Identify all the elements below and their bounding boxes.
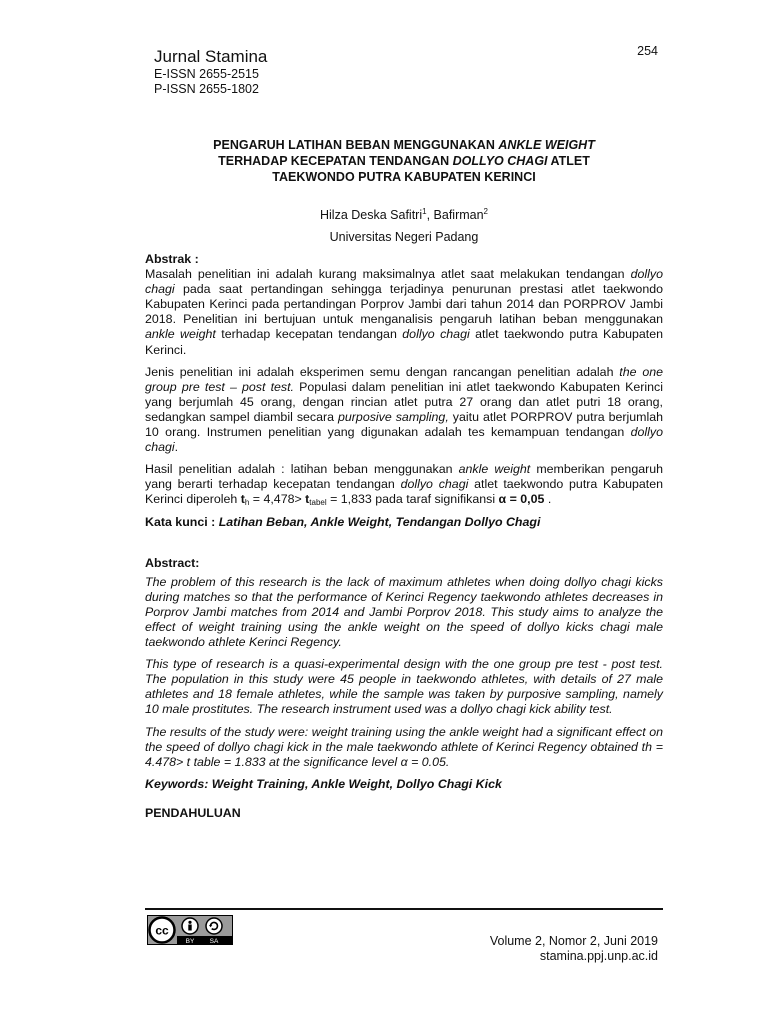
text-run-italic: dollyo chagi [402,327,470,342]
stat-ttabel-sub: tabel [309,498,327,508]
cc-text: cc [155,923,169,938]
text-run: yaitu atlet PORPROV putra berjumlah 10 orang. Instrumen penelitian yang digunakan adalah tes kemampuan tendangan [145,409,663,440]
journal-header [154,47,267,97]
abstract-paragraph-1: The problem of this research is the lack of maximum athletes when doing dollyo chagi kicks during matches so that the performance of Kerinci Regency taekwondo athletes decreases in Porprov Jambi matches from 2014 and Jambi Porprov 2018. This study aims to analyze the effect of weight training using the ankle weight on the speed of dollyo kicks chagi male taekwondo athlete Kerinci Regency. [145,574,663,650]
page-number: 254 [637,44,658,58]
text-run: Hasil penelitian adalah : latihan beban menggunakan [145,462,459,477]
pissn: P-ISSN 2655-1802 [154,82,259,96]
text-run: atlet taekwondo putra Kabupaten Kerinci. [145,327,663,357]
cc-badge-icon [147,915,233,945]
text-run: terhadap kecepatan tendangan [215,327,403,342]
kata-kunci-label: Kata kunci : [145,514,219,529]
text-run-italic: ankle weight [458,462,531,477]
text-run: atlet taekwondo putra Kabupaten Kerinci diperoleh [145,477,663,507]
stat-th-sub: h [244,498,250,508]
keywords: Keywords: Weight Training, Ankle Weight, Dollyo Chagi Kick [145,776,502,791]
title-part: TERHADAP KECEPATAN TENDANGAN [218,154,453,168]
text-run: . [174,440,179,455]
text-run: Populasi dalam penelitian ini atlet taekwondo Kabupaten Kerinci yang berjumlah 45 orang, dengan rincian atlet putra 27 orang dan atlet putri 18 orang, sedangkan sampel diambil secara [145,379,663,424]
text-run-italic: ankle weight [145,327,216,342]
footer-rule [145,908,663,910]
footer-volume: Volume 2, Nomor 2, Juni 2019 [489,934,658,948]
title-part-italic: DOLLYO CHAGI [452,154,548,168]
journal-name: Jurnal Stamina [154,47,268,66]
alpha-value: α = 0,05 [498,492,545,507]
sa-text: SA [209,938,219,945]
kata-kunci-list: Latihan Beban, Ankle Weight, Tendangan Dollyo Chagi [218,514,541,529]
author-2: , Bafirman [426,208,484,222]
text-run: Jenis penelitian ini adalah eksperimen semu dengan rancangan penelitian adalah [145,364,620,379]
abstract-body [145,252,663,821]
text-run: = 4,478> [249,492,306,507]
abstrak-paragraph-2 [145,365,663,456]
title-part-italic: ANKLE WEIGHT [498,138,595,152]
footer-site: stamina.ppj.unp.ac.id [539,949,658,963]
abstrak-heading: Abstrak : [145,252,199,266]
article-title [145,137,663,185]
abstrak-paragraph-1 [145,267,663,358]
abstract-heading: Abstract: [145,555,200,570]
author-2-sup: 2 [483,207,488,216]
section-heading: PENDAHULUAN [145,805,241,820]
text-run-italic: purposive sampling, [338,409,449,424]
authors [145,207,663,223]
spacer [145,530,663,556]
title-part: PENGARUH LATIHAN BEBAN MENGGUNAKAN [213,138,499,152]
text-run: . [544,492,552,507]
kata-kunci [145,515,663,530]
by-text: BY [185,938,195,945]
cc-by-sa-license-icon [147,915,233,945]
text-run: Masalah penelitian ini adalah kurang maksimalnya atlet saat melakukan tendangan [145,267,631,282]
text-run: pada saat pertandingan sehingga terjadinya penurunan prestasi atlet taekwondo Kabupaten Kerinci pada pertandingan Porprov Jambi dari tahun 2014 dan PORPROV Jambi 2018. Penelitian ini bertujuan untuk menganalisis pengaruh latihan beban menggunakan [145,282,663,327]
text-run-italic: dollyo chagi [145,425,663,455]
spacer [145,792,663,806]
abstrak-paragraph-3 [145,462,663,507]
abstract-paragraph-3: The results of the study were: weight training using the ankle weight had a significant effect on the speed of dollyo chagi kick in the male taekwondo athlete of Kerinci Regency obtained th = 4.478> t table = 1.833 at the significance level α = 0.05. [145,724,663,769]
title-part: TAEKWONDO PUTRA KABUPATEN KERINCI [272,170,536,184]
affiliation: Universitas Negeri Padang [329,230,479,244]
stat-ttabel: t [305,492,310,507]
title-part: ATLET [547,154,590,168]
text-run-italic: dollyo chagi [145,267,663,297]
page-footer [490,934,658,964]
author-1-sup: 1 [422,207,427,216]
eissn: E-ISSN 2655-2515 [154,67,259,81]
text-run-italic: dollyo chagi [400,477,469,492]
abstract-paragraph-2: This type of research is a quasi-experimental design with the one group pre test - post test. The population in this study were 45 people in taekwondo athletes, with details of 27 male athletes and 18 female athletes, while the sample was taken by purposive sampling, namely 10 male prostitutes. The research instrument used was a dollyo chagi kick ability test. [145,657,663,717]
text-run: memberikan pengaruh yang berarti terhadap kecepatan tendangan [145,462,664,492]
author-1: Hilza Deska Safitri [320,208,423,222]
stat-th: t [240,492,245,507]
text-run-italic: the one group pre test – post test. [145,364,663,394]
text-run: = 1,833 pada taraf signifikansi [326,492,499,507]
